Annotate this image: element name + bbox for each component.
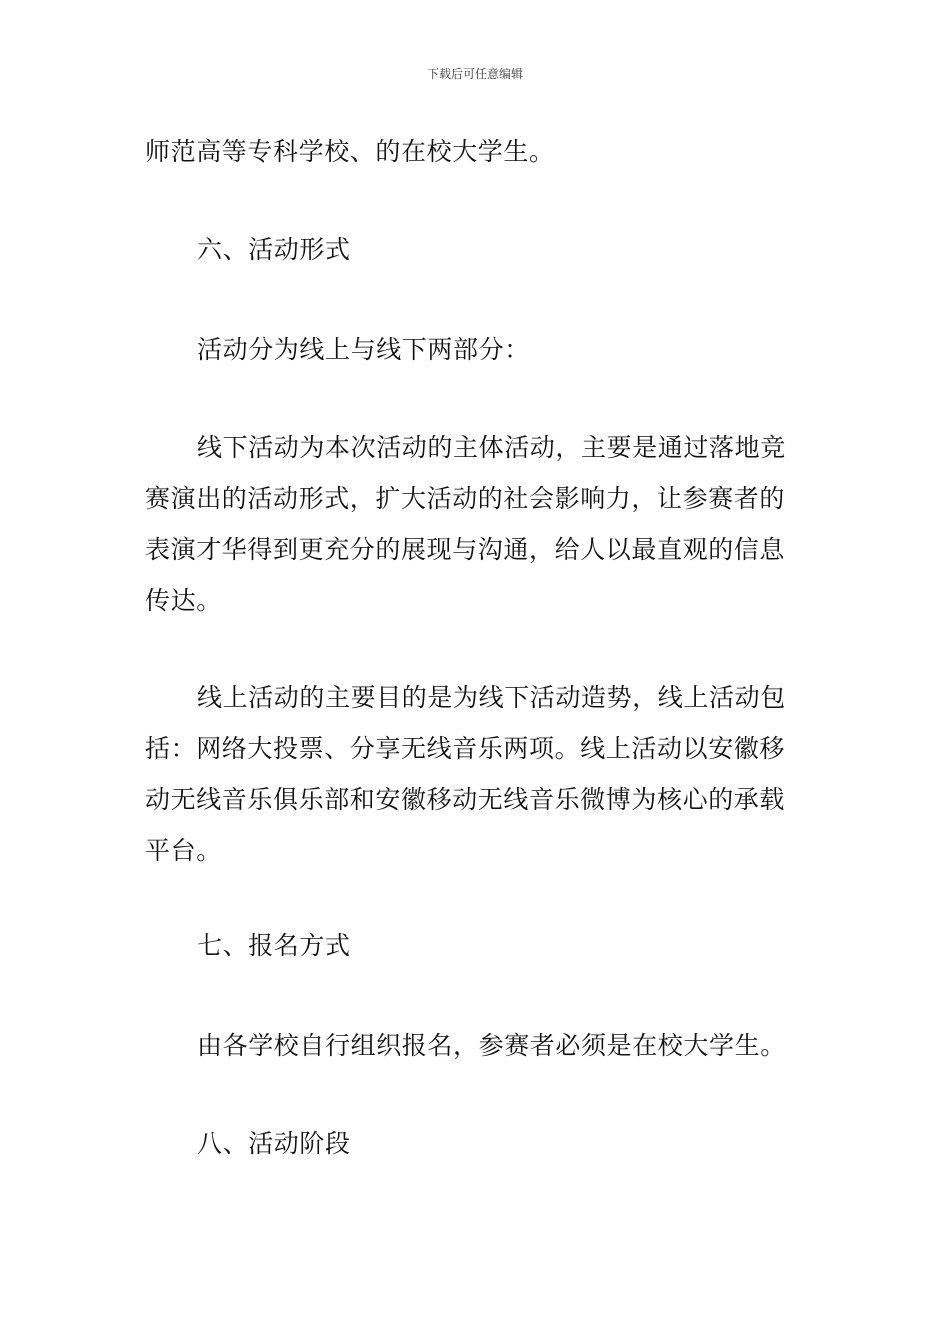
paragraph-offline-activity: 线下活动为本次活动的主体活动，主要是通过落地竞赛演出的活动形式，扩大活动的社会影响力，让参赛者的表演才华得到更充分的展现与沟通，给人以最直观的信息传达。 bbox=[145, 433, 786, 615]
page-header-note: 下载后可任意编辑 bbox=[426, 67, 523, 81]
paragraph-activity-parts: 活动分为线上与线下两部分： bbox=[197, 335, 530, 364]
paragraph-online-activity: 线上活动的主要目的是为线下活动造势，线上活动包括：网络大投票、分享无线音乐两项。线上活动以安徽移动无线音乐俱乐部和安徽移动无线音乐微博为核心的承载平台。 bbox=[145, 683, 786, 865]
paragraph-continuation: 师范高等专科学校、的在校大学生。 bbox=[145, 137, 555, 166]
paragraph-registration: 由各学校自行组织报名，参赛者必须是在校大学生。 bbox=[197, 1031, 786, 1060]
section-heading-registration: 七、报名方式 bbox=[197, 931, 351, 960]
section-heading-activity-form: 六、活动形式 bbox=[197, 235, 351, 264]
section-heading-activity-stages: 八、活动阶段 bbox=[197, 1129, 351, 1158]
